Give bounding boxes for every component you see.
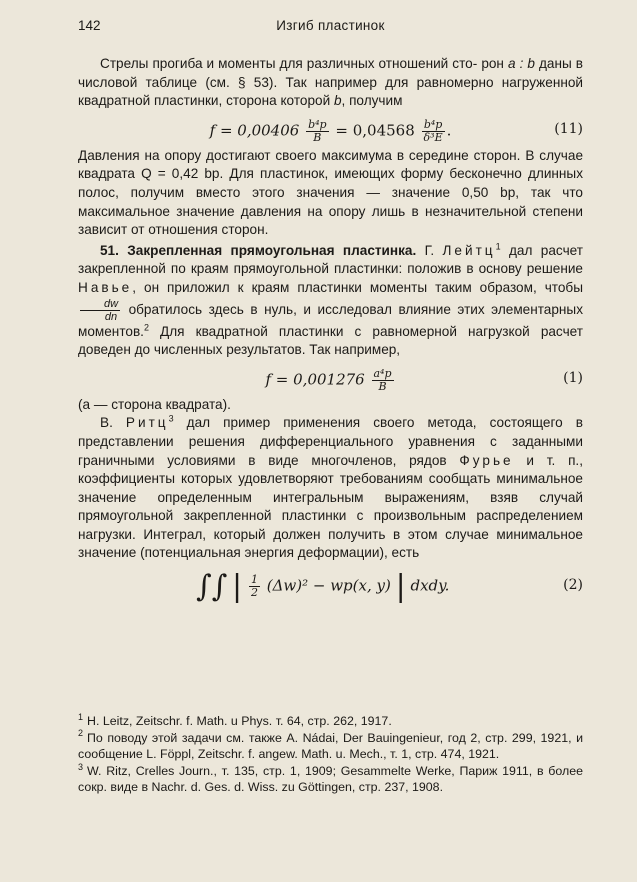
page-number: 142 bbox=[78, 18, 101, 33]
fraction-dw-dn: $\frac{dw}{dn}$ bbox=[80, 298, 120, 323]
equation-number: (11) bbox=[554, 120, 583, 137]
paragraph-pressures: Давления на опору достигают своего максимума в середине сторон. В случае квадрата Q = 0,42 bp. Для пластинок, имеющих форму бесконечно длинных полос, получим вместо этого значения — значение 0,50 bp, так что максимальное значение давления на опору лишь в незначительной степени зависит от отношения сторон. bbox=[78, 147, 583, 238]
equation-1: f = 0,001276 $\frac{\text{a⁴p}}{B}$ (1) bbox=[265, 366, 583, 393]
fraction: $\frac{\text{a⁴p}}{B}$ bbox=[373, 366, 392, 393]
fraction-half: $\frac{1}{2}$ bbox=[250, 573, 258, 600]
side-note: (a — сторона квадрата). bbox=[78, 396, 231, 412]
page-header bbox=[78, 18, 583, 38]
equation-2: ∫∫ | $\frac{1}{2}$ (Δw)² − wp(x, y) | dxdy. (2) bbox=[196, 569, 583, 605]
equation-number: (1) bbox=[563, 369, 583, 386]
paragraph-ritz: В. Ритц$^3$ дал пример применения своего метода, состоящего в представлении решения дифференциального уравнения с заданными граничными условиями в виде многочленов, рядов Фурье и т. п., коэффициенты которых удовлетворяют требованиям сообщать минимальное значение определенным интегральным выражениям, взяв случай прямоугольной закрепленной пластинки с произвольным распределением нагрузки. Интеграл, который должен получить в этом случае минимальное значение (потенциальная энергия деформации), есть bbox=[78, 413, 583, 561]
fraction: $\frac{\text{b⁴p}}{B}$ bbox=[308, 117, 327, 144]
paragraph-deflections: Стрелы прогиба и моменты для различных отношений сто- рон a : b даны в числовой таблице (см. § 53). Так например для равномерно нагруженной квадратной пластинки, сторона которой b, получим bbox=[78, 56, 584, 109]
fraction: $\frac{\text{b⁴p}}{\text{δ³E}}$ bbox=[423, 117, 443, 144]
equation-lhs: f = 0,00406 bbox=[209, 121, 300, 140]
running-title: Изгиб пластинок bbox=[276, 18, 385, 33]
main-text bbox=[78, 55, 583, 609]
footnote: $^1$ H. Leitz, Zeitschr. f. Math. u Phys. т. 64, стр. 262, 1917. bbox=[78, 711, 392, 728]
footnote: $^3$ W. Ritz, Crelles Journ., т. 135, стр. 1, 1909; Gesammelte Werke, Париж 1911, в более сокр. виде в Nachr. d. Ges. d. Wiss. zu Göttingen, стр. 237, 1908. bbox=[78, 761, 583, 795]
section-51: 51. Закрепленная прямоугольная пластинка. Г. Лейтц$^1$ дал расчет закрепленной по краям прямоугольной пластинки: положив в основу решение Навье, он приложил к краям пластинки моменты таким образом, чтобы $\frac{dw}{dn}$ обратилось здесь в нуль, и исследовал влияние этих элементарных моментов.$^2$ Для квадратной пластинки с равномерной нагрузкой расчет доведен до численных результатов. Так например, bbox=[78, 241, 583, 358]
footnotes bbox=[78, 713, 583, 796]
section-heading: 51. Закрепленная прямоугольная пластинка. bbox=[100, 242, 417, 258]
equation-number: (2) bbox=[563, 577, 583, 594]
footnote: $^2$ По поводу этой задачи см. также A. Nádai, Der Bauingenieur, год 2, стр. 299, 1921, и сообщение L. Föppl, Zeitschr. f. angew. Math. u. Mech., т. 1, стр. 474, 1921. bbox=[78, 728, 583, 762]
equation-11: f = 0,00406 $\frac{\text{b⁴p}}{B}$ = 0,04568 $\frac{\text{b⁴p}}{\text{δ³E}}$ . (11) bbox=[209, 117, 583, 144]
